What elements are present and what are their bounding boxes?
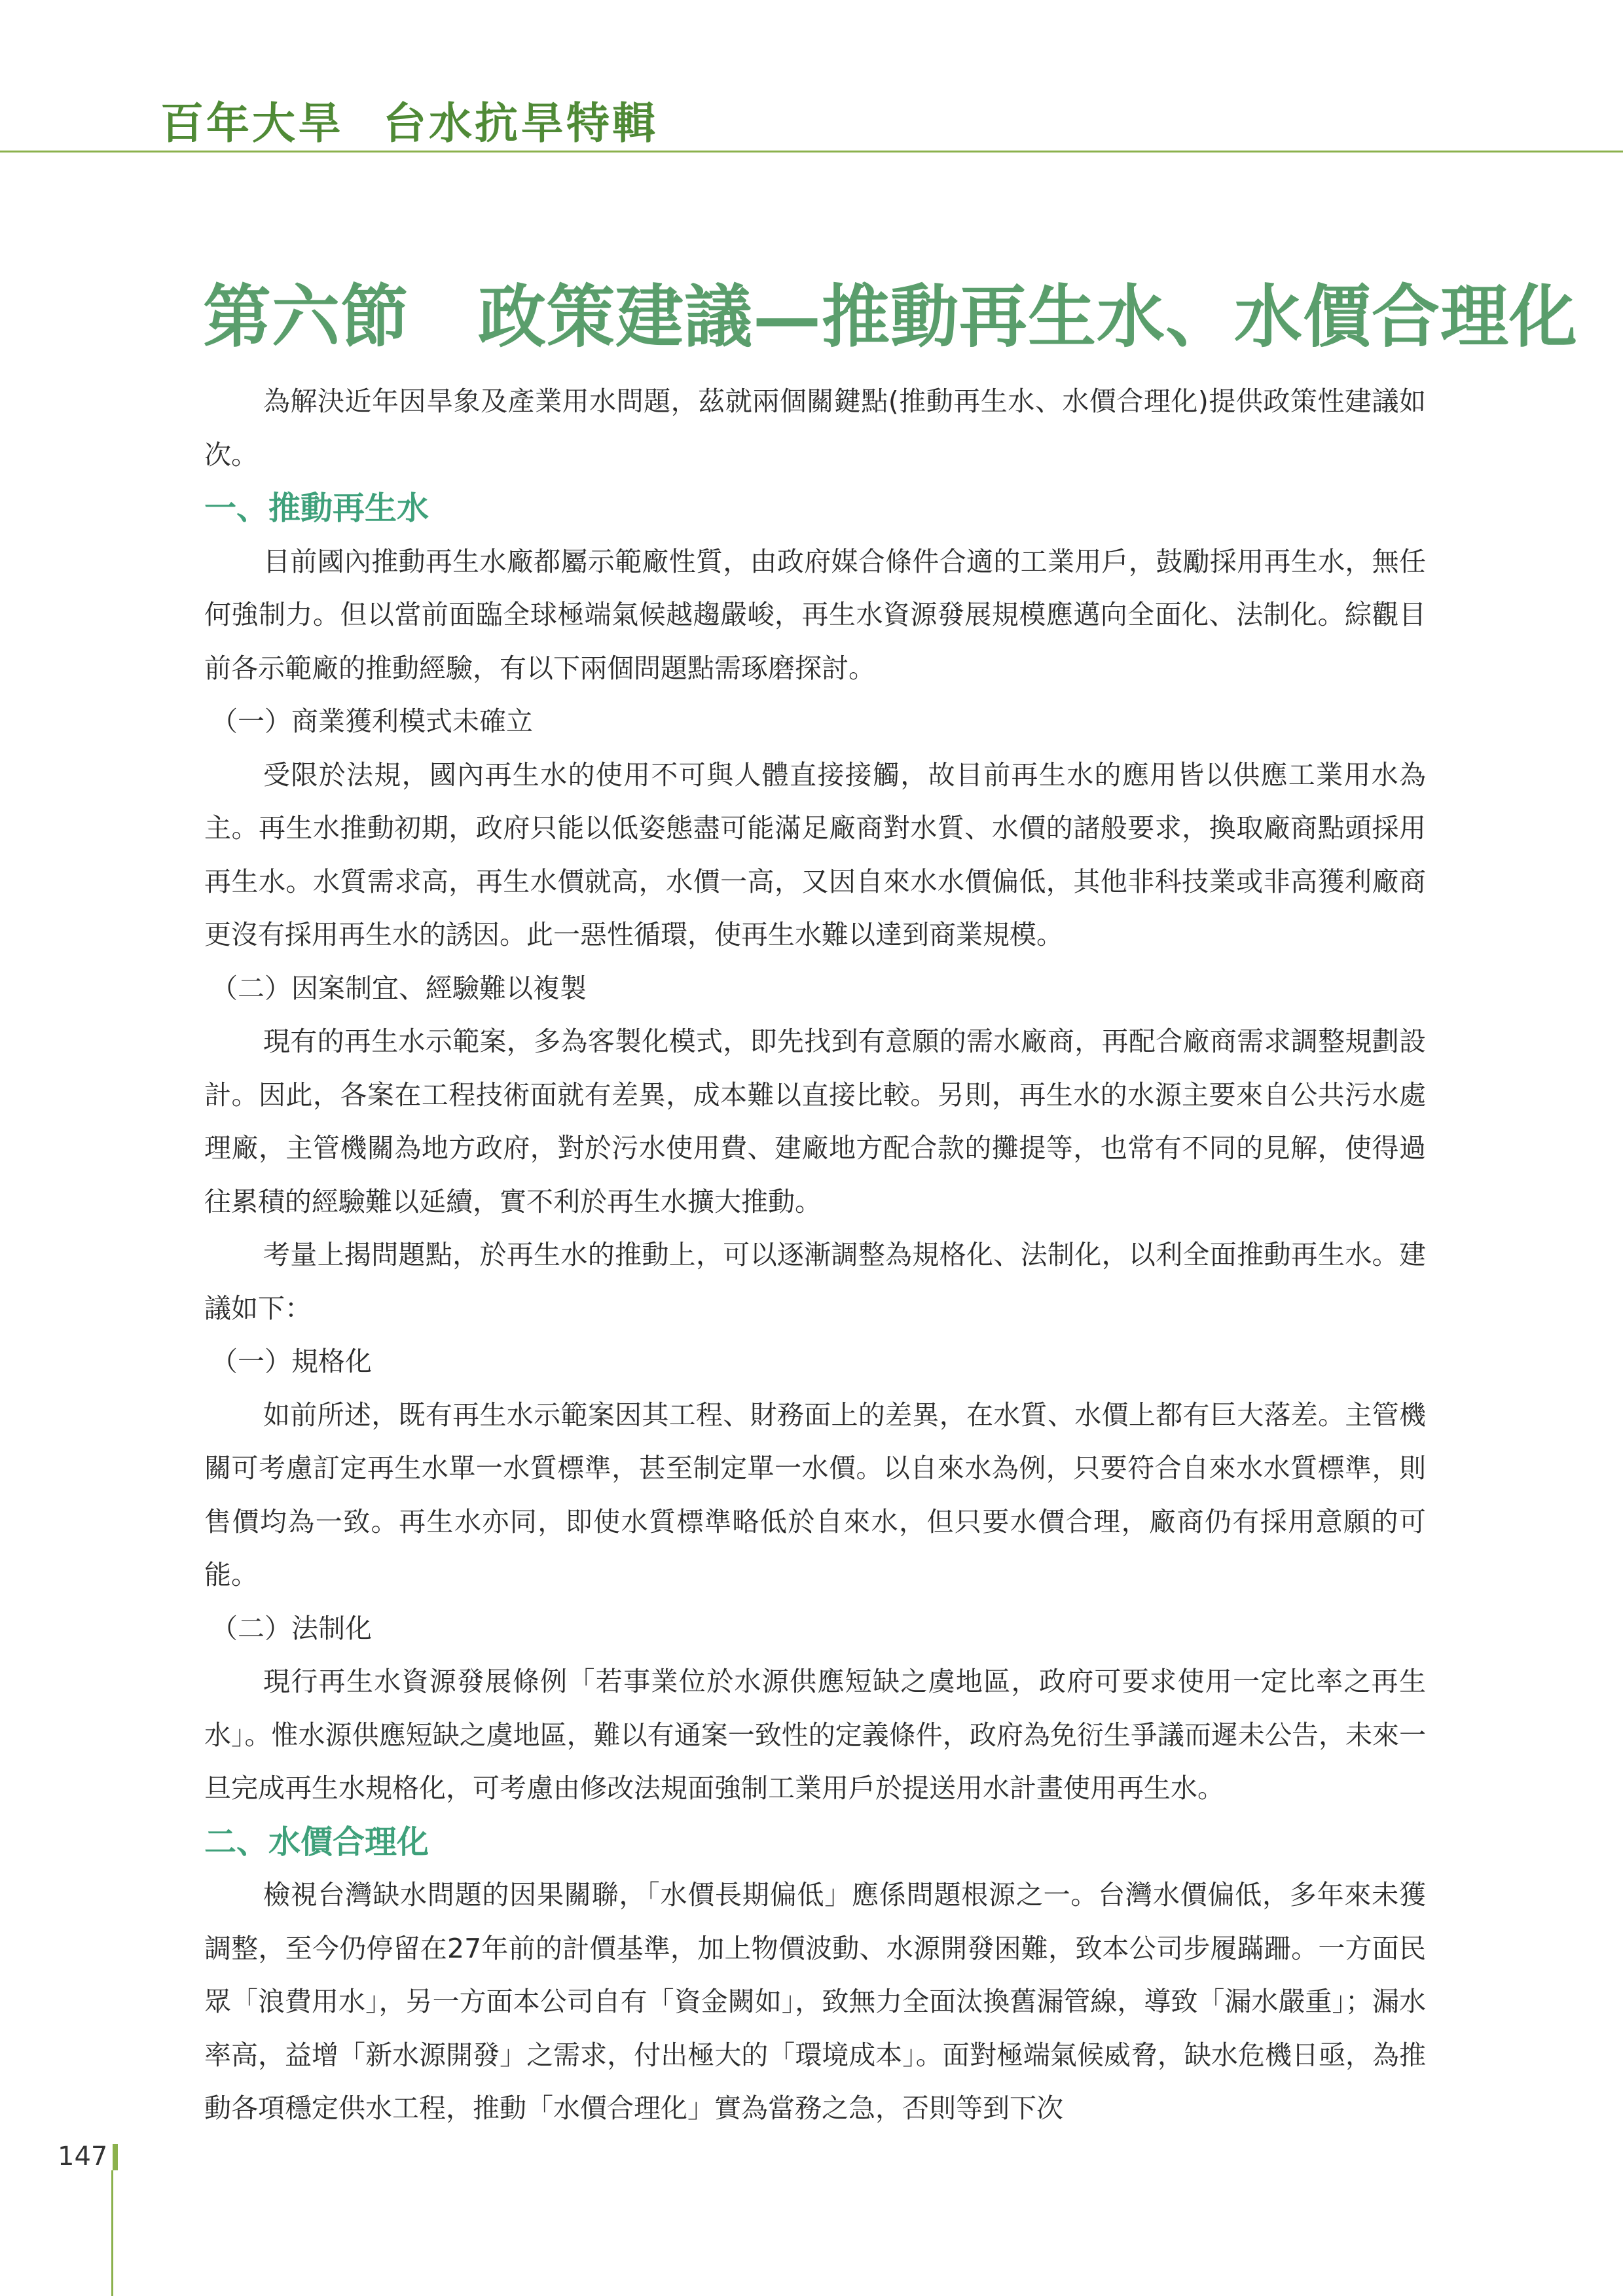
paragraph: 檢視台灣缺水問題的因果關聯，「水價長期偏低」應係問題根源之一。台灣水價偏低，多年來未獲調整，至今仍停留在27年前的計價基準，加上物價波動、水源開發困難，致本公司步履蹣跚。一方面民眾「浪費用水」，另一方面本公司自有「資金闕如」，致無力全面汰換舊漏管線，導致「漏水嚴重」；漏水率高，益增「新水源開發」之需求，付出極大的「環境成本」。面對極端氣候威脅，缺水危機日亟，為推動各項穩定供水工程，推動「水價合理化」實為當務之急，否則等到下次	[204, 1879, 1426, 2124]
paragraph: 現行再生水資源發展條例「若事業位於水源供應短缺之虞地區，政府可要求使用一定比率之再生水」。惟水源供應短缺之虞地區，難以有通案一致性的定義條件，政府為免衍生爭議而遲未公告，未來一旦完成再生水規格化，可考慮由修改法規面強制工業用戶於提送用水計畫使用再生水。	[204, 1666, 1426, 1804]
subheading: （一）商業獲利模式未確立	[211, 706, 533, 737]
subheading: （二）法制化	[211, 1612, 372, 1644]
page-number-marker	[113, 2144, 118, 2170]
heading-water-price: 二、水價合理化	[204, 1823, 429, 1861]
subheading: （一）規格化	[211, 1346, 372, 1377]
header-series-name: 百年大旱	[160, 98, 344, 149]
paragraph: 目前國內推動再生水廠都屬示範廠性質，由政府媒合條件合適的工業用戶，鼓勵採用再生水，無任何強制力。但以當前面臨全球極端氣候越趨嚴峻，再生水資源發展規模應邁向全面化、法制化。綜觀目前各示範廠的推動經驗，有以下兩個問題點需琢磨探討。	[204, 545, 1426, 684]
paragraph: 受限於法規，國內再生水的使用不可與人體直接接觸，故目前再生水的應用皆以供應工業用水為主。再生水推動初期，政府只能以低姿態盡可能滿足廠商對水質、水價的諸般要求，換取廠商點頭採用再生水。水質需求高，再生水價就高，水價一高，又因自來水水價偏低，其他非科技業或非高獲利廠商更沒有採用再生水的誘因。此一惡性循環，使再生水難以達到商業規模。	[204, 759, 1426, 950]
heading-recycled-water: 一、推動再生水	[204, 490, 429, 527]
header-special-issue: 台水抗旱特輯	[383, 98, 658, 149]
subheading: （二）因案制宜、經驗難以複製	[211, 972, 587, 1004]
intro-paragraph: 為解決近年因旱象及產業用水問題，茲就兩個關鍵點(推動再生水、水價合理化)提供政策性建議如次。	[204, 386, 1426, 471]
paragraph: 如前所述，既有再生水示範案因其工程、財務面上的差異，在水質、水價上都有巨大落差。主管機關可考慮訂定再生水單一水質標準，甚至制定單一水價。以自來水為例，只要符合自來水水質標準，則售價均為一致。再生水亦同，即使水質標準略低於自來水，但只要水價合理，廠商仍有採用意願的可能。	[204, 1399, 1426, 1590]
section-number: 第六節	[203, 276, 410, 357]
paragraph: 考量上揭問題點，於再生水的推動上，可以逐漸調整為規格化、法制化，以利全面推動再生水。建議如下：	[204, 1239, 1426, 1324]
running-header	[160, 88, 658, 151]
margin-rule	[111, 2170, 113, 2296]
paragraph: 現有的再生水示範案，多為客製化模式，即先找到有意願的需水廠商，再配合廠商需求調整規劃設計。因此，各案在工程技術面就有差異，成本難以直接比較。另則，再生水的水源主要來自公共污水處理廠，主管機關為地方政府，對於污水使用費、建廠地方配合款的攤提等，也常有不同的見解，使得過往累積的經驗難以延續，實不利於再生水擴大推動。	[204, 1026, 1426, 1217]
body-text	[204, 375, 1426, 2136]
page-number: 147	[58, 2142, 108, 2172]
section-title	[203, 262, 1578, 360]
section-title-text: 政策建議—推動再生水、水價合理化	[478, 276, 1578, 357]
header-rule	[0, 151, 1623, 152]
